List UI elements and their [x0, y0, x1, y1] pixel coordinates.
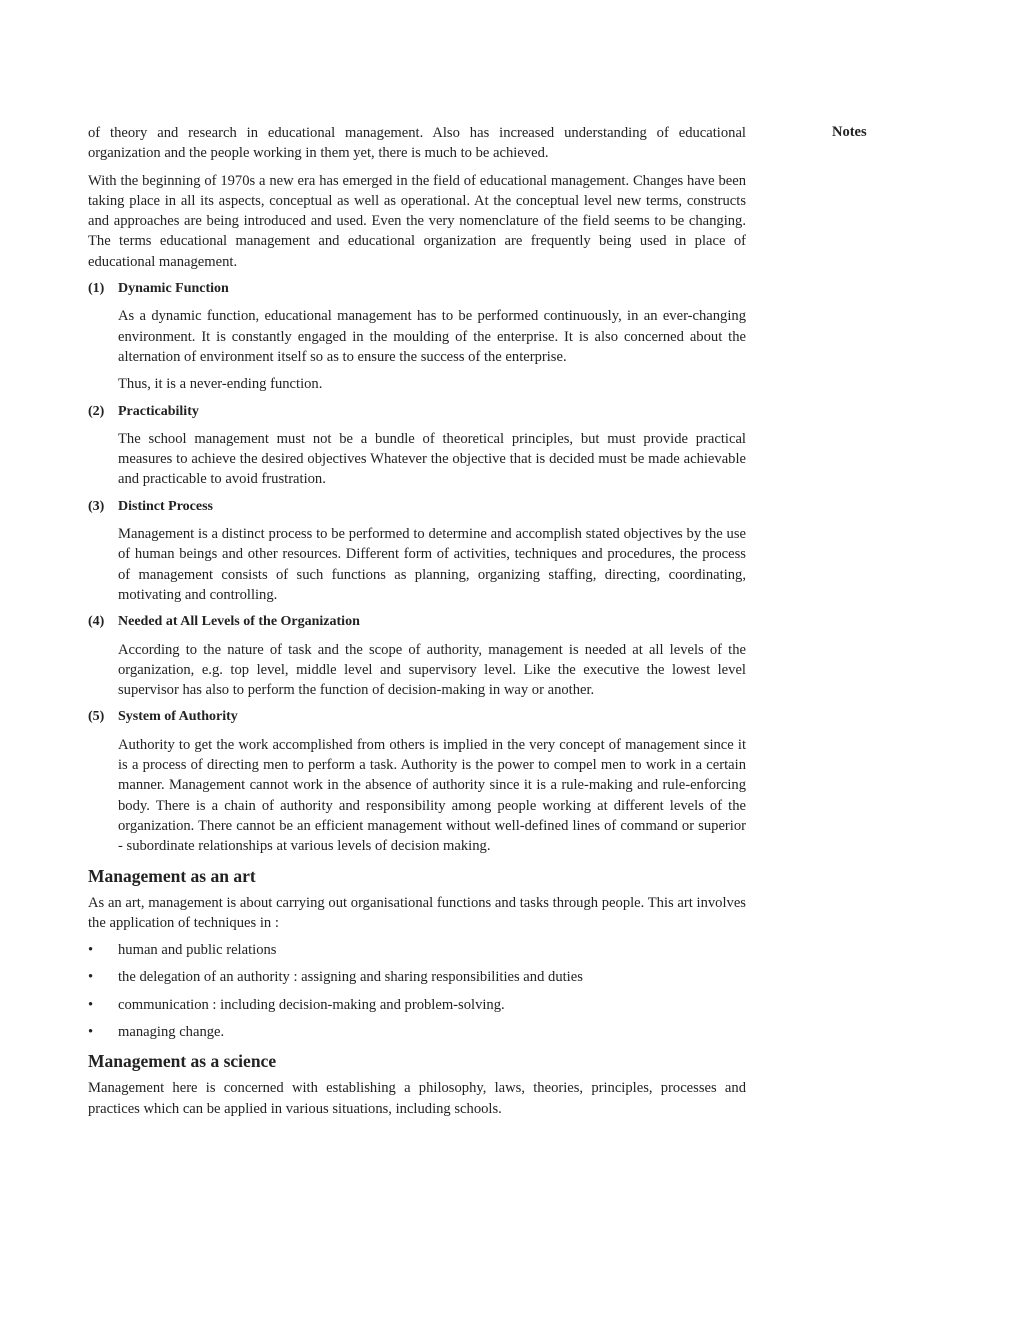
item-paragraph: Management is a distinct process to be performed to determine and accomplish stated objectives by the use of human beings and other resources. Different form of activities, techniques and procedures, the process of management consists of such functions as planning, organizing staffing, directing, coordinating, motivating and controlling. [118, 526, 746, 603]
list-item [88, 940, 746, 960]
page-body [88, 123, 746, 1126]
science-paragraph: Management here is concerned with establishing a philosophy, laws, theories, principles, processes and practices which can be applied in various situations, including schools. [88, 1080, 746, 1117]
bullet-icon: • [88, 996, 94, 1013]
list-item [88, 967, 746, 987]
item-heading-system-of-authority [88, 707, 746, 727]
item-number: (4) [88, 614, 105, 630]
item-title: Practicability [118, 403, 199, 419]
item-heading-dynamic-function [88, 279, 746, 299]
art-bullet-list [88, 940, 746, 1042]
item-number: (2) [88, 403, 105, 419]
intro-paragraph-2: With the beginning of 1970s a new era has emerged in the field of educational management. Changes have been taking place in all its aspects, conceptual as well as operational. At the conceptual level new terms, constructs and approaches are being introduced and used. Even the very nomenclature of the field seems to be changing. The terms educational management and educational organization are frequently being used in place of educational management. [88, 172, 746, 270]
list-item [88, 1022, 746, 1042]
item-title: Dynamic Function [118, 281, 229, 297]
item-paragraph: According to the nature of task and the scope of authority, management is needed at all levels of the organization, e.g. top level, middle level and supervisory level. Like the executive the lowest level supervisor has also to perform the function of decision-making in way or another. [118, 641, 746, 699]
item-number: (5) [88, 709, 105, 725]
list-item [88, 995, 746, 1015]
bullet-icon: • [88, 942, 94, 959]
section-heading-art: Management as an art [88, 865, 256, 886]
item-title: System of Authority [118, 709, 238, 725]
item-heading-distinct-process [88, 497, 746, 517]
item-number: (3) [88, 498, 105, 514]
list-item-text: managing change. [118, 1023, 225, 1040]
art-intro-paragraph: As an art, management is about carrying out organisational functions and tasks through people. This art involves the application of techniques in : [88, 894, 746, 931]
item-title: Needed at All Levels of the Organization [118, 614, 360, 630]
list-item-text: the delegation of an authority : assigning and sharing responsibilities and duties [118, 969, 583, 986]
item-heading-needed-at-all-levels [88, 612, 746, 632]
section-heading-science: Management as a science [88, 1051, 277, 1072]
notes-margin-label: Notes [832, 124, 867, 140]
item-paragraph: The school management must not be a bundle of theoretical principles, but must provide practical measures to achieve the desired objectives Whatever the objective that is decided must be made achievable and practicable to avoid frustration. [118, 430, 746, 488]
intro-paragraph-1: of theory and research in educational management. Also has increased understanding of educational organization and the people working in them yet, there is much to be achieved. [88, 125, 746, 162]
item-paragraph: Thus, it is a never-ending function. [118, 376, 323, 393]
item-number: (1) [88, 281, 105, 297]
item-title: Distinct Process [118, 498, 213, 514]
item-paragraph: Authority to get the work accomplished from others is implied in the very concept of management since it is a process of directing men to perform a task. Authority is the power to compel men to work in a certain manner. Management cannot work in the absence of authority since it is a rule-making and rule-enforcing body. There is a chain of authority and responsibility among people working at different levels of the organization. There cannot be an efficient management without well-defined lines of command or superior - subordinate relationships at various levels of decision making. [118, 736, 746, 855]
bullet-icon: • [88, 1023, 94, 1040]
list-item-text: human and public relations [118, 942, 277, 959]
list-item-text: communication : including decision-making and problem-solving. [118, 996, 505, 1013]
bullet-icon: • [88, 969, 94, 986]
item-heading-practicability [88, 402, 746, 422]
item-paragraph: As a dynamic function, educational management has to be performed continuously, in an ever-changing environment. It is constantly engaged in the moulding of the enterprise. It is also concerned about the alternation of environment itself so as to ensure the success of the enterprise. [118, 308, 746, 365]
